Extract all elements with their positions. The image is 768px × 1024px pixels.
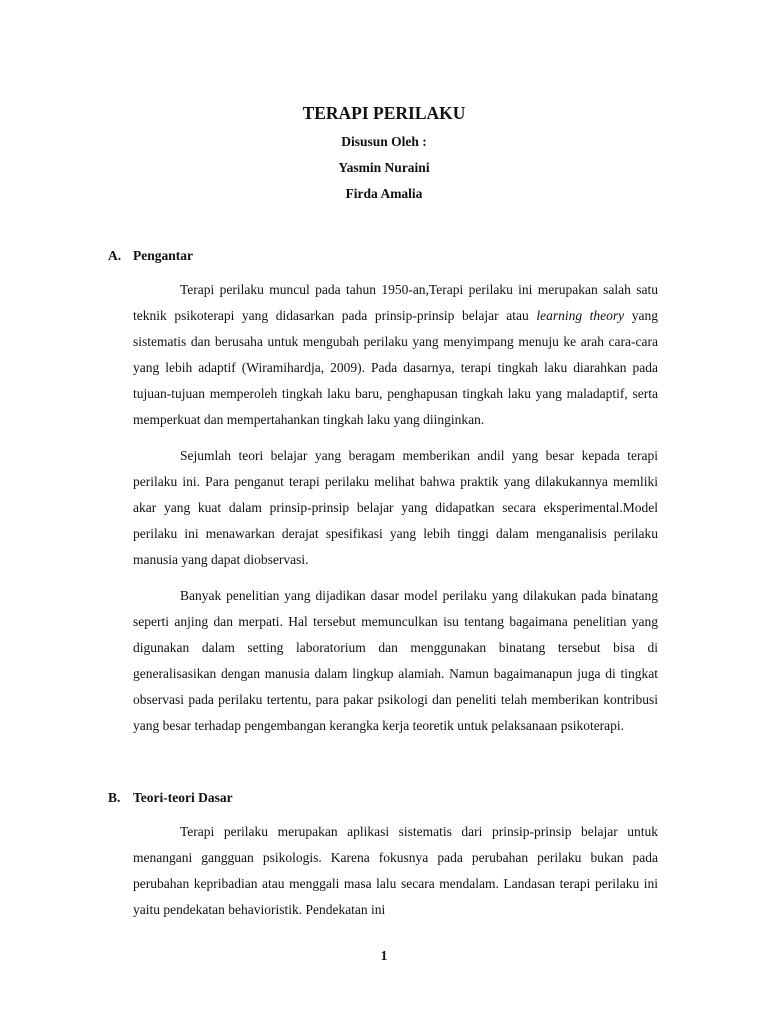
section-title: Pengantar bbox=[133, 248, 193, 263]
section-a-body bbox=[133, 277, 658, 749]
paragraph: Sejumlah teori belajar yang beragam memberikan andil yang besar kepada terapi perilaku ini. Para penganut terapi perilaku melihat bahwa praktik yang dilakukannya memliki akar yang kuat dalam prinsip-prinsip belajar yang didapatkan secara eksperimental.Model perilaku ini menawarkan derajat spesifikasi yang lebih tinggi dalam menganalisis perilaku manusia yang dapat diobservasi. bbox=[133, 448, 658, 567]
section-heading-a bbox=[108, 246, 193, 266]
byline-label: Disusun Oleh : bbox=[341, 134, 427, 149]
page-number: 1 bbox=[380, 948, 388, 963]
paragraph bbox=[133, 277, 658, 433]
section-number: A. bbox=[108, 248, 122, 263]
section-b-body bbox=[133, 819, 658, 933]
section-number: B. bbox=[108, 790, 121, 805]
paragraph: Banyak penelitian yang dijadikan dasar model perilaku yang dilakukan pada binatang seperti anjing dan merpati. Hal tersebut memunculkan isu tentang bagaimana penelitian yang digunakan dalam setting laboratorium dan menggunakan binatang tersebut bisa di generalisasikan dengan manusia dalam lingkup alamiah. Namun bagaimanapun juga di tingkat observasi pada perilaku tertentu, para pakar psikologi dan peneliti telah memberikan kontribusi yang besar terhadap pengembangan kerangka kerja teoretik untuk pelaksanaan psikoterapi. bbox=[133, 588, 658, 733]
section-title: Teori-teori Dasar bbox=[133, 790, 233, 805]
paragraph: Terapi perilaku merupakan aplikasi sistematis dari prinsip-prinsip belajar untuk menangani gangguan psikologis. Karena fokusnya pada perubahan perilaku bukan pada perubahan kepribadian atau menggali masa lalu secara mendalam. Landasan terapi perilaku ini yaitu pendekatan behavioristik. Pendekatan ini bbox=[133, 824, 658, 917]
author-name: Firda Amalia bbox=[345, 186, 423, 201]
document-header bbox=[0, 101, 768, 207]
italic-term: learning theory bbox=[536, 308, 625, 323]
section-heading-b bbox=[108, 788, 233, 808]
paragraph-text: yang sistematis dan berusaha untuk mengubah perilaku yang menyimpang menuju ke arah cara-cara yang lebih adaptif (Wiramihardja, 2009). Pada dasarnya, terapi tingkah laku diarahkan pada tujuan-tujuan memperoleh tingkah laku baru, penghapusan tingkah laku yang maladaptif, serta memperkuat dan mempertahankan tingkah laku yang diinginkan. bbox=[133, 308, 658, 427]
paragraph-text: Terapi perilaku muncul pada tahun 1950-an,Terapi perilaku ini merupakan salah satu teknik psikoterapi yang didasarkan pada prinsip-prinsip belajar atau bbox=[133, 282, 658, 323]
document-title: TERAPI PERILAKU bbox=[302, 103, 466, 123]
author-name: Yasmin Nuraini bbox=[338, 160, 430, 175]
